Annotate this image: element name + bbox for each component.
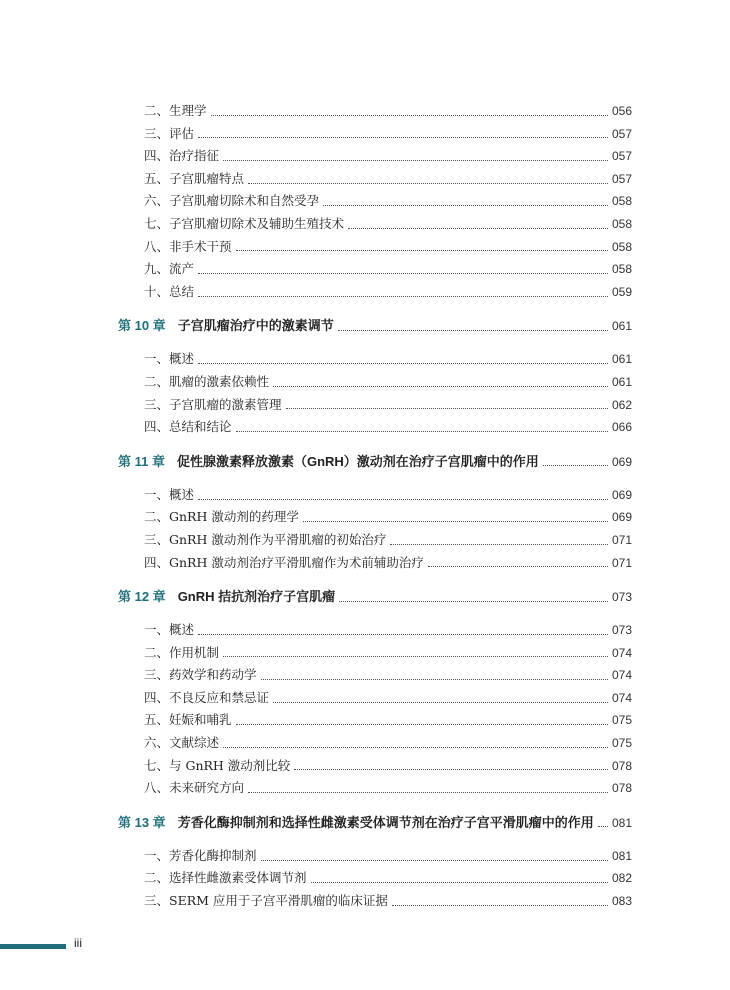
toc-entry[interactable] <box>144 755 632 778</box>
dot-leader <box>294 769 608 770</box>
page-number: 071 <box>611 555 632 570</box>
chapter-number: 第 11 章 <box>118 453 165 469</box>
page-number: 058 <box>611 262 632 277</box>
page-number: 066 <box>611 420 632 435</box>
page-number: 057 <box>611 126 632 141</box>
dot-leader <box>236 250 608 251</box>
page-number: 081 <box>611 848 632 863</box>
chapter-number: 第 12 章 <box>118 589 166 605</box>
toc-entry[interactable] <box>144 642 632 665</box>
page-number: 082 <box>611 871 632 886</box>
dot-leader <box>339 601 608 602</box>
entry-title: 四、总结和结论 <box>144 419 232 435</box>
toc-entry[interactable] <box>144 890 632 913</box>
toc-entry[interactable] <box>144 213 632 236</box>
dot-leader <box>428 566 608 567</box>
toc-entry[interactable] <box>144 664 632 687</box>
page-number: 074 <box>611 690 632 705</box>
page-number: 074 <box>611 645 632 660</box>
dot-leader <box>198 634 608 635</box>
dot-leader <box>323 205 608 206</box>
toc-entry[interactable] <box>144 687 632 710</box>
dot-leader <box>261 679 608 680</box>
page-number: 073 <box>611 623 632 638</box>
entry-title: 二、选择性雌激素受体调节剂 <box>144 870 307 886</box>
footer-page-number: iii <box>74 936 82 950</box>
toc-chapter[interactable] <box>118 585 632 609</box>
page-number: 078 <box>611 758 632 773</box>
dot-leader <box>211 115 608 116</box>
toc-entry[interactable] <box>144 100 632 123</box>
entry-title: 二、作用机制 <box>144 644 220 660</box>
entry-title: 二、肌瘤的激素依赖性 <box>144 373 270 389</box>
entry-title: 一、概述 <box>144 622 195 638</box>
toc-entry[interactable] <box>144 506 632 529</box>
page-number: 081 <box>611 815 632 830</box>
toc-chapter[interactable] <box>118 314 632 338</box>
toc-entry[interactable] <box>144 371 632 394</box>
dot-leader <box>223 747 608 748</box>
page-number: 069 <box>611 487 632 502</box>
toc-entry[interactable] <box>144 145 632 168</box>
table-of-contents <box>118 100 632 913</box>
entry-title: 一、概述 <box>144 351 195 367</box>
footer-accent-bar <box>0 944 66 949</box>
dot-leader <box>338 330 608 331</box>
page-number: 058 <box>611 239 632 254</box>
entry-title: 四、不良反应和禁忌证 <box>144 689 270 705</box>
entry-title: 七、子宫肌瘤切除术及辅助生殖技术 <box>144 215 345 231</box>
entry-title: 二、GnRH 激动剂的药理学 <box>144 509 299 525</box>
toc-entry[interactable] <box>144 348 632 371</box>
dot-leader <box>273 702 608 703</box>
toc-entry[interactable] <box>144 484 632 507</box>
page-number: 069 <box>611 454 632 469</box>
toc-entry[interactable] <box>144 709 632 732</box>
toc-chapter[interactable] <box>118 811 632 835</box>
entry-title: 一、芳香化酶抑制剂 <box>144 847 257 863</box>
dot-leader <box>303 521 608 522</box>
dot-leader <box>261 860 608 861</box>
entry-title: 四、治疗指征 <box>144 148 220 164</box>
entry-title: 二、生理学 <box>144 103 207 118</box>
page-number: 061 <box>611 319 632 334</box>
entry-title: 三、GnRH 激动剂作为平滑肌瘤的初始治疗 <box>144 531 387 547</box>
toc-entry[interactable] <box>144 281 632 304</box>
toc-entry[interactable] <box>144 777 632 800</box>
dot-leader <box>286 408 608 409</box>
dot-leader <box>248 792 608 793</box>
page-number: 074 <box>611 668 632 683</box>
toc-entry[interactable] <box>144 867 632 890</box>
dot-leader <box>273 386 608 387</box>
entry-title: 十、总结 <box>144 283 195 299</box>
dot-leader <box>198 499 608 500</box>
page-number: 073 <box>611 590 632 605</box>
toc-entry[interactable] <box>144 190 632 213</box>
chapter-title: GnRH 拮抗剂治疗子宫肌瘤 <box>177 589 336 605</box>
page-number: 058 <box>611 194 632 209</box>
entry-title: 九、流产 <box>144 261 195 277</box>
dot-leader <box>198 296 608 297</box>
page-number: 062 <box>611 397 632 412</box>
dot-leader <box>236 431 608 432</box>
page-number: 061 <box>611 352 632 367</box>
page-number: 061 <box>611 374 632 389</box>
toc-chapter[interactable] <box>118 450 632 474</box>
entry-title: 三、评估 <box>144 125 195 141</box>
chapter-number: 第 13 章 <box>118 814 166 830</box>
dot-leader <box>543 465 608 466</box>
dot-leader <box>198 137 608 138</box>
entry-title: 六、文献综述 <box>144 735 220 751</box>
dot-leader <box>598 826 608 827</box>
page-number: 056 <box>611 104 632 118</box>
dot-leader <box>198 363 608 364</box>
entry-title: 四、GnRH 激动剂治疗平滑肌瘤作为术前辅助治疗 <box>144 554 424 570</box>
page-number: 078 <box>611 781 632 796</box>
toc-entry[interactable] <box>144 168 632 191</box>
dot-leader <box>348 228 608 229</box>
toc-entry[interactable] <box>144 529 632 552</box>
toc-entry[interactable] <box>144 123 632 146</box>
entry-title: 一、概述 <box>144 486 195 502</box>
dot-leader <box>236 724 608 725</box>
page-number: 071 <box>611 532 632 547</box>
dot-leader <box>223 160 608 161</box>
chapter-title: 促性腺激素释放激素（GnRH）激动剂在治疗子宫肌瘤中的作用 <box>176 453 539 469</box>
dot-leader <box>311 882 608 883</box>
entry-title: 三、SERM 应用于子宫平滑肌瘤的临床证据 <box>144 893 388 909</box>
dot-leader <box>223 656 608 657</box>
entry-title: 三、药效学和药动学 <box>144 667 257 683</box>
chapter-number: 第 10 章 <box>118 318 166 334</box>
chapter-title: 子宫肌瘤治疗中的激素调节 <box>177 318 334 334</box>
entry-title: 八、未来研究方向 <box>144 780 245 796</box>
entry-title: 七、与 GnRH 激动剂比较 <box>144 757 291 773</box>
page-number: 058 <box>611 216 632 231</box>
dot-leader <box>248 183 608 184</box>
page-number: 075 <box>611 713 632 728</box>
page-number: 057 <box>611 171 632 186</box>
page-number: 075 <box>611 736 632 751</box>
toc-entry[interactable] <box>144 619 632 642</box>
entry-title: 六、子宫肌瘤切除术和自然受孕 <box>144 193 320 209</box>
toc-entry[interactable] <box>144 552 632 575</box>
page-number: 069 <box>611 510 632 525</box>
entry-title: 三、子宫肌瘤的激素管理 <box>144 396 282 412</box>
chapter-title: 芳香化酶抑制剂和选择性雌激素受体调节剂在治疗子宫平滑肌瘤中的作用 <box>177 814 594 830</box>
toc-entry[interactable] <box>144 258 632 281</box>
entry-title: 五、子宫肌瘤特点 <box>144 170 245 186</box>
toc-entry[interactable] <box>144 394 632 417</box>
dot-leader <box>198 273 608 274</box>
entry-title: 八、非手术干预 <box>144 238 232 254</box>
toc-entry[interactable] <box>144 236 632 259</box>
page-number: 057 <box>611 149 632 164</box>
page-number: 059 <box>611 284 632 299</box>
toc-entry[interactable] <box>144 416 632 439</box>
page-number: 083 <box>611 894 632 909</box>
toc-entry[interactable] <box>144 845 632 868</box>
entry-title: 五、妊娠和哺乳 <box>144 712 232 728</box>
dot-leader <box>390 544 608 545</box>
toc-entry[interactable] <box>144 732 632 755</box>
dot-leader <box>392 905 608 906</box>
